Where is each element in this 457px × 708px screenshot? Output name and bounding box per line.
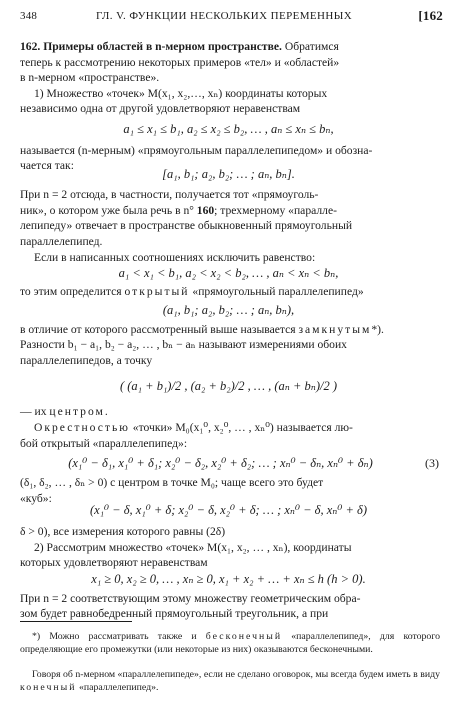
paragraph-line: чается так: [20,159,74,172]
text-run: . [104,405,108,418]
text-run: Обратимся [284,40,339,53]
spaced-term: замкнутым [298,323,372,336]
footnote [20,669,440,694]
paragraph-line: называется (n-мерным) «прямоугольным параллелепипедом» и обозна- [20,144,373,157]
spaced-term: Окрестностью [34,421,130,434]
section-reference: 160 [196,204,215,217]
formula-strict-inequalities: a₁ < x₁ < b₁, a₂ < x₂ < b₂, … , aₙ < xₙ < bₙ, [118,266,339,280]
text-run: «прямоугольный параллелепипед» [189,285,364,298]
paragraph-line: которых удовлетворяют неравенствам [20,556,208,569]
paragraph-line [20,284,440,300]
formula-cube: (x₁⁰ − δ, x₁⁰ + δ; x₂⁰ − δ, x₂⁰ + δ; … ; xₙ⁰ − δ, xₙ⁰ + δ) [89,503,368,517]
formula-closed-box: [a₁, b₁; a₂, b₂; … ; aₙ, bₙ]. [162,167,295,181]
paragraph-line: 2) Рассмотрим множество «точек» M(x₁, x₂, … , xₙ), координаты [34,541,352,554]
chapter-title: ГЛ. V. ФУНКЦИИ НЕСКОЛЬКИХ ПЕРЕМЕННЫХ [96,10,353,22]
formula-inequalities: a₁ ≤ x₁ ≤ b₁, a₂ ≤ x₂ ≤ b₂, … , aₙ ≤ xₙ ≤ bₙ, [123,122,334,136]
text-run: в отличие от которого рассмотренный выше называется [20,323,299,336]
text-run: ник», о котором уже была речь в n° [20,204,197,217]
footnote [20,631,440,656]
paragraph-line: параллелепипедов, а точку [20,354,153,367]
text-run: — их [20,405,50,418]
running-header [20,8,443,28]
text-run: «параллелепипед». [76,681,159,693]
paragraph-line: независимо одна от другой удовлетворяют неравенствам [20,102,301,115]
paragraph-line: лепипеду» отвечает в пространстве обыкновенный прямоугольный [20,219,353,232]
paragraph-line: δ > 0), все измерения которого равны (2δ) [20,525,226,538]
formula-neighborhood: (x₁⁰ − δ₁, x₁⁰ + δ₁; x₂⁰ − δ₂, x₂⁰ + δ₂; … ; xₙ⁰ − δₙ, xₙ⁰ + δₙ) [68,456,373,470]
paragraph-line [20,39,440,55]
spaced-term: бесконечный [205,631,283,642]
spaced-term: центром [49,405,105,418]
footnote-marker: *). [371,323,384,336]
text-run: *) Можно рассматривать также и [32,631,206,642]
formula-center-point: ( (a₁ + b₁)/2 , (a₂ + b₂)/2 , … , (aₙ + bₙ)/2 ) [119,379,338,393]
text-run: Говоря об n-мерном «параллелепипеде», если не сделано оговорок, мы всегда будем иметь в виду [32,669,440,680]
text-run: «точки» M₀(x₁⁰, x₂⁰, … , xₙ⁰) называется лю- [129,421,353,434]
paragraph-line: При n = 2 отсюда, в частности, получается тот «прямоуголь- [20,188,319,201]
equation-number: (3) [425,456,439,470]
paragraph-line: Если в написанных соотношениях исключить равенство: [34,251,316,264]
paragraph-line: «куб»: [20,492,52,505]
paragraph-line [20,404,440,420]
text-run: ; трехмерному «паралле- [214,204,337,217]
paragraph-line: бой открытый «параллелепипед»: [20,437,188,450]
paragraph-line [20,203,440,219]
paragraph-line: Разности b₁ − a₁, b₂ − a₂, … , bₙ − aₙ называют измерениями обоих [20,338,347,351]
paragraph-line [20,420,440,436]
paragraph-line: в n-мерном «пространстве». [20,71,160,84]
paragraph-line: зом будет равнобедренный прямоугольный треугольник, а при [20,607,329,620]
paragraph-line [20,322,440,338]
text-run: «параллелепипед», для которого определяющие его промежутки (или некоторые из них) оказываются бесконечными. [20,631,440,655]
formula-open-box: (a₁, b₁; a₂, b₂; … ; aₙ, bₙ), [162,303,295,317]
paragraph-line: (δ₁, δ₂, … , δₙ > 0) с центром в точке M₀; чаще всего это будет [20,476,324,489]
text-run: то этим определится [20,285,125,298]
page-number: 348 [20,10,38,22]
spaced-term: открытый [124,285,190,298]
paragraph-line: параллелепипед. [20,235,103,248]
section-number: [162 [418,8,443,23]
paragraph-line: 1) Множество «точек» M(x₁, x₂,…, xₙ) координаты которых [34,87,328,100]
footnote-divider [20,621,132,622]
paragraph-line: При n = 2 соответствующим этому множеству геометрическим обра- [20,592,361,605]
formula-simplex: x₁ ≥ 0, x₂ ≥ 0, … , xₙ ≥ 0, x₁ + x₂ + … + xₙ ≤ h (h > 0). [91,572,366,586]
spaced-term: конечный [20,681,77,693]
paragraph-line: теперь к рассмотрению некоторых примеров «тел» и «областей» [20,56,340,69]
section-heading: 162. Примеры областей в n-мерном пространстве. [20,40,282,53]
